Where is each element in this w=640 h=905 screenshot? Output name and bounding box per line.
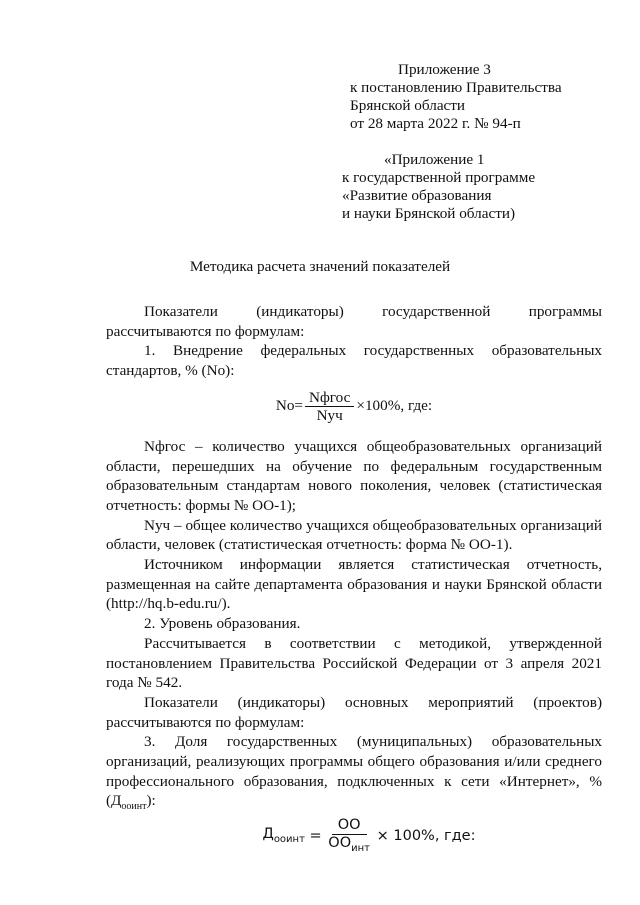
subscript: ооинт: [121, 801, 147, 813]
denominator: Nуч: [316, 406, 343, 424]
paragraph: Показатели (индикаторы) основных мероприятий (проектов) рассчитываются по формулам:: [106, 693, 602, 731]
program-line: к государственной программе: [342, 169, 536, 186]
paragraph: Nфгос – количество учащихся общеобразовательных организаций области, перешедших на обучение по федеральным государственным образовательным стандартам нового поколения, человек (статистическая отчетность: формы № ОО-1);: [106, 437, 602, 514]
formula-lhs: [262, 825, 304, 850]
page-title: Методика расчета значений показателей: [189, 258, 451, 275]
fraction: [305, 389, 354, 424]
region-line: Брянской области: [350, 97, 466, 114]
paragraph: 2. Уровень образования.: [144, 615, 301, 633]
program-name-line1: «Развитие образования: [342, 187, 492, 204]
formula-dooint: [106, 817, 602, 865]
formula-no: [106, 381, 602, 437]
fraction: [328, 817, 370, 857]
formula-rhs: × 100%, где:: [372, 828, 476, 845]
paragraph: 1. Внедрение федеральных государственных образовательных стандартов, % (No):: [106, 342, 602, 380]
paragraph: Nуч – общее количество учащихся общеобразовательных организаций области, человек (статистическая отчетность: форма № ОО-1).: [106, 516, 602, 554]
paragraph-end: ):: [146, 792, 156, 810]
decree-line: к постановлению Правительства: [350, 79, 562, 96]
paragraph: Рассчитывается в соответствии с методикой, утвержденной постановлением Правительства Российской Федерации от 3 апреля 2021 года № 542.: [106, 634, 602, 692]
numerator: Nфгос: [305, 389, 354, 407]
date-line: от 28 марта 2022 г. № 94-п: [350, 115, 521, 132]
denominator-subscript: инт: [351, 843, 370, 855]
quoted-appendix: «Приложение 1: [384, 151, 485, 168]
program-name-line2: и науки Брянской области): [342, 205, 516, 222]
appendix-label: Приложение 3: [398, 61, 491, 78]
denominator-symbol: ОО: [328, 835, 352, 852]
equals-sign: =: [304, 828, 327, 845]
denominator: [328, 835, 370, 857]
paragraph: [106, 732, 602, 817]
paragraph: Показатели (индикаторы) государственной программы рассчитываются по формулам:: [106, 303, 602, 340]
lhs-subscript: ооинт: [273, 833, 305, 845]
paragraph: Источником информации является статистическая отчетность, размещенная на сайте департамента образования и науки Брянской области (http://hq.b-edu.ru/).: [106, 556, 602, 613]
lhs-symbol: Д: [262, 825, 274, 842]
formula-rhs: ×100%, где:: [356, 397, 433, 415]
document-body: [106, 302, 602, 865]
formula-lhs: No=: [275, 397, 303, 415]
numerator: ОО: [332, 817, 367, 835]
paragraph-text: 3. Доля государственных (муниципальных) образовательных организаций, реализующих программы общего образования и/или среднего профессионального образования, подключенных к сети «Интернет», % (Д: [106, 733, 602, 810]
